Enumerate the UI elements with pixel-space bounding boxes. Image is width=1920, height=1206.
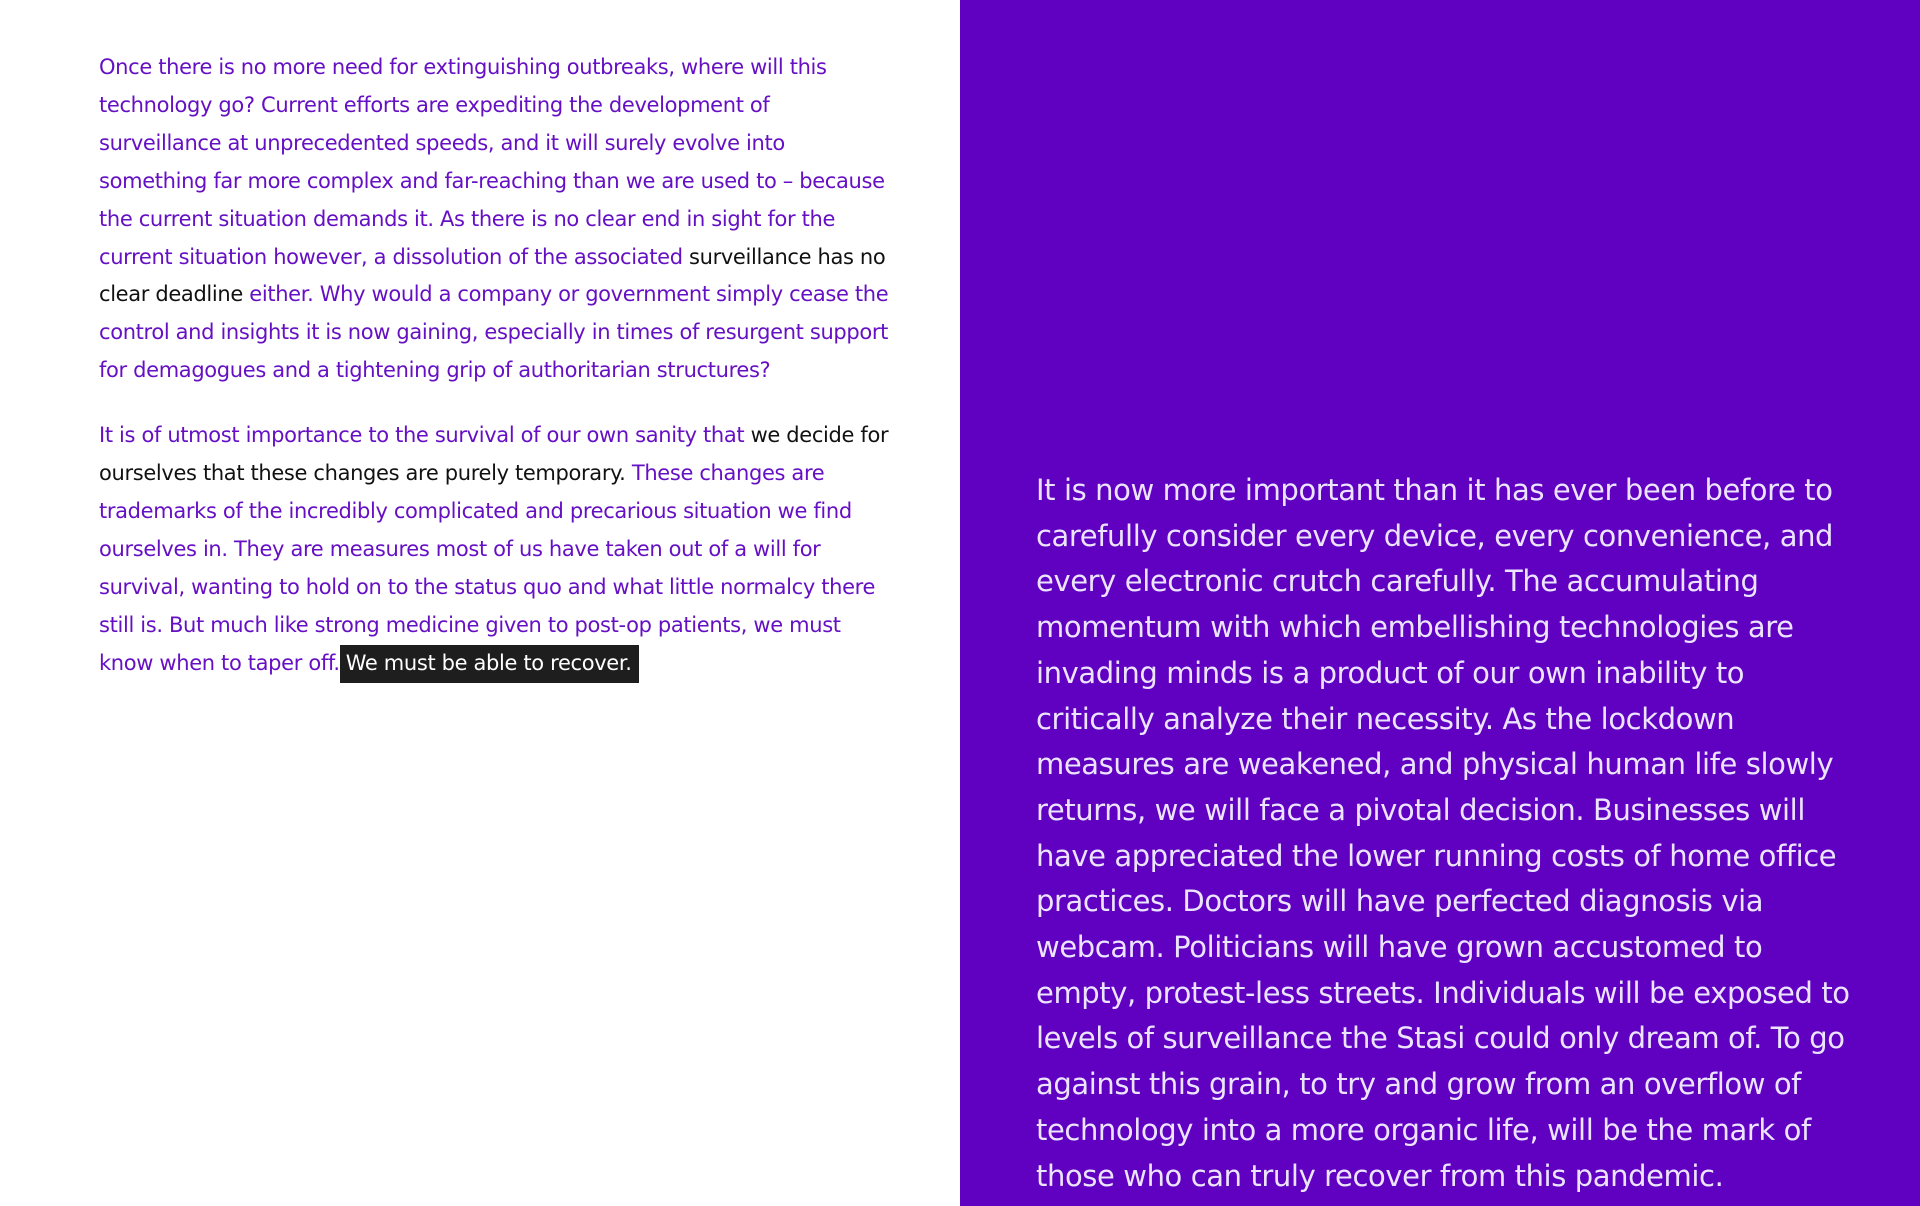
paragraph-temporary-changes [99, 417, 889, 682]
paragraph-1-text-b: either. Why would a company or government simply cease the control and insights it is now gaining, especially in times of resurgent support for demagogues and a tightening grip of authoritarian structures? [99, 282, 889, 383]
left-body-text [99, 49, 889, 710]
paragraph-2-emphasis: we decide for ourselves that these changes are purely temporary. [99, 423, 889, 486]
paragraph-1-emphasis: surveillance has no clear deadline [99, 244, 886, 307]
paragraph-surveillance-deadline [99, 49, 889, 390]
paragraph-2-text-a: It is of utmost importance to the survival of our own sanity that [99, 423, 751, 448]
right-page [960, 0, 1920, 1206]
paragraph-2-text-b: These changes are trademarks of the incredibly complicated and precarious situation we find ourselves in. They are measures most of us have taken out of a will for survival, wanting to hold on to the status quo and what little normalcy there still is. But much like strong medicine given to post-op patients, we must know when to taper off. [99, 461, 876, 675]
paragraph-1-text-a: Once there is no more need for extinguishing outbreaks, where will this technology go? Current efforts are expediting the development of surveillance at unprecedented speeds, and it will surely evolve into something far more complex and far-reaching than we are used to – because the current situation demands it. As there is no clear end in sight for the current situation however, a dissolution of the associated [99, 55, 885, 269]
right-body-text [1036, 468, 1856, 1199]
paragraph-pivotal-decision: It is now more important than it has ever been before to carefully consider every device, every convenience, and every electronic crutch carefully. The accumulating momentum with which embellishing technologies are invading minds is a product of our own inability to critically analyze their necessity. As the lockdown measures are weakened, and physical human life slowly returns, we will face a pivotal decision. Businesses will have appreciated the lower running costs of home office practices. Doctors will have perfected diagnosis via webcam. Politicians will have grown accustomed to empty, protest-less streets. Individuals will be exposed to levels of surveillance the Stasi could only dream of. To go against this grain, to try and grow from an overflow of technology into a more organic life, will be the mark of those who can truly recover from this pandemic. [1036, 473, 1850, 1193]
highlighted-phrase: We must be able to recover. [340, 645, 639, 683]
